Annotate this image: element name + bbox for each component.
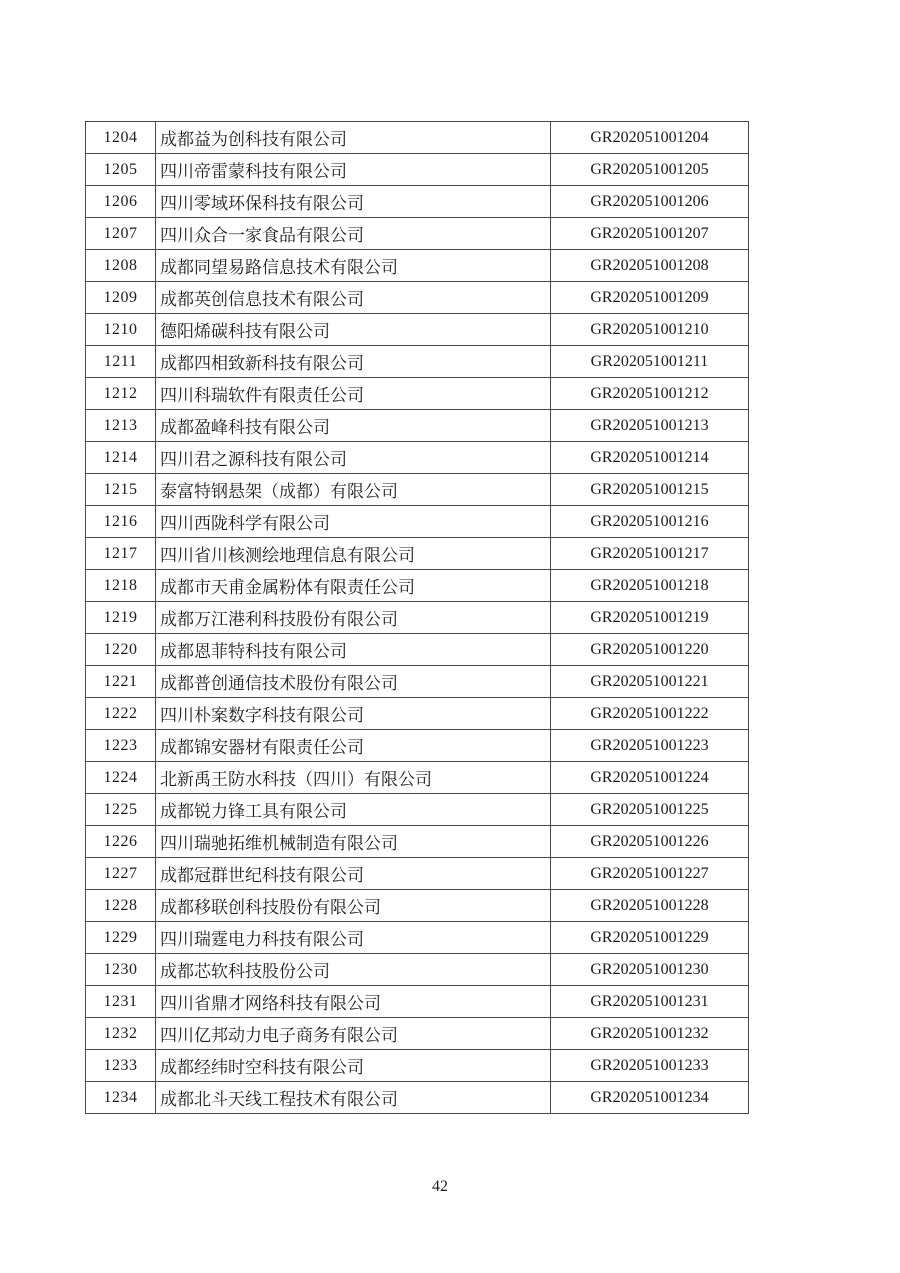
row-index: 1204 [86, 122, 156, 154]
certificate-code: GR202051001227 [551, 858, 749, 890]
table-row [86, 1050, 749, 1082]
certificate-code: GR202051001225 [551, 794, 749, 826]
company-table [85, 121, 749, 1114]
row-index: 1213 [86, 410, 156, 442]
company-name: 成都移联创科技股份有限公司 [156, 890, 551, 922]
certificate-code: GR202051001231 [551, 986, 749, 1018]
row-index: 1232 [86, 1018, 156, 1050]
row-index: 1220 [86, 634, 156, 666]
company-name: 四川西陇科学有限公司 [156, 506, 551, 538]
row-index: 1225 [86, 794, 156, 826]
company-name: 成都万江港利科技股份有限公司 [156, 602, 551, 634]
page-number: 42 [432, 1178, 448, 1195]
company-name: 四川帝雷蒙科技有限公司 [156, 154, 551, 186]
certificate-code: GR202051001212 [551, 378, 749, 410]
company-name: 成都经纬时空科技有限公司 [156, 1050, 551, 1082]
certificate-code: GR202051001213 [551, 410, 749, 442]
certificate-code: GR202051001233 [551, 1050, 749, 1082]
company-name: 四川省鼎才网络科技有限公司 [156, 986, 551, 1018]
table-row [86, 154, 749, 186]
table-row [86, 1082, 749, 1114]
row-index: 1222 [86, 698, 156, 730]
row-index: 1233 [86, 1050, 156, 1082]
row-index: 1218 [86, 570, 156, 602]
table-row [86, 442, 749, 474]
table-row [86, 346, 749, 378]
company-name: 四川瑞霆电力科技有限公司 [156, 922, 551, 954]
row-index: 1205 [86, 154, 156, 186]
company-name: 四川朴案数字科技有限公司 [156, 698, 551, 730]
row-index: 1217 [86, 538, 156, 570]
row-index: 1214 [86, 442, 156, 474]
certificate-code: GR202051001232 [551, 1018, 749, 1050]
row-index: 1229 [86, 922, 156, 954]
company-name: 成都同望易路信息技术有限公司 [156, 250, 551, 282]
table-row [86, 858, 749, 890]
certificate-code: GR202051001207 [551, 218, 749, 250]
row-index: 1226 [86, 826, 156, 858]
row-index: 1228 [86, 890, 156, 922]
table-row [86, 186, 749, 218]
company-name: 成都盈峰科技有限公司 [156, 410, 551, 442]
row-index: 1209 [86, 282, 156, 314]
certificate-code: GR202051001211 [551, 346, 749, 378]
table-row [86, 570, 749, 602]
certificate-code: GR202051001206 [551, 186, 749, 218]
row-index: 1219 [86, 602, 156, 634]
table-row [86, 922, 749, 954]
company-name: 泰富特钢悬架（成都）有限公司 [156, 474, 551, 506]
row-index: 1224 [86, 762, 156, 794]
certificate-code: GR202051001216 [551, 506, 749, 538]
table-row [86, 826, 749, 858]
table-row [86, 890, 749, 922]
table-row [86, 250, 749, 282]
company-name: 成都四相致新科技有限公司 [156, 346, 551, 378]
company-name: 成都北斗天线工程技术有限公司 [156, 1082, 551, 1114]
table-row [86, 602, 749, 634]
table-row [86, 378, 749, 410]
company-name: 成都市天甫金属粉体有限责任公司 [156, 570, 551, 602]
company-name: 北新禹王防水科技（四川）有限公司 [156, 762, 551, 794]
row-index: 1234 [86, 1082, 156, 1114]
company-name: 四川省川核测绘地理信息有限公司 [156, 538, 551, 570]
row-index: 1208 [86, 250, 156, 282]
row-index: 1221 [86, 666, 156, 698]
certificate-code: GR202051001221 [551, 666, 749, 698]
table-row [86, 538, 749, 570]
certificate-code: GR202051001229 [551, 922, 749, 954]
company-name: 德阳烯碳科技有限公司 [156, 314, 551, 346]
table-row [86, 666, 749, 698]
row-index: 1215 [86, 474, 156, 506]
company-name: 成都芯软科技股份公司 [156, 954, 551, 986]
company-name: 成都冠群世纪科技有限公司 [156, 858, 551, 890]
certificate-code: GR202051001208 [551, 250, 749, 282]
certificate-code: GR202051001210 [551, 314, 749, 346]
table-row [86, 122, 749, 154]
row-index: 1231 [86, 986, 156, 1018]
table-row [86, 794, 749, 826]
certificate-code: GR202051001218 [551, 570, 749, 602]
row-index: 1230 [86, 954, 156, 986]
table-row [86, 314, 749, 346]
certificate-code: GR202051001204 [551, 122, 749, 154]
table-row [86, 986, 749, 1018]
certificate-code: GR202051001220 [551, 634, 749, 666]
company-name: 成都锐力锋工具有限公司 [156, 794, 551, 826]
row-index: 1212 [86, 378, 156, 410]
table-row [86, 698, 749, 730]
row-index: 1206 [86, 186, 156, 218]
company-name: 四川君之源科技有限公司 [156, 442, 551, 474]
table-row [86, 634, 749, 666]
certificate-code: GR202051001222 [551, 698, 749, 730]
row-index: 1216 [86, 506, 156, 538]
table-row [86, 954, 749, 986]
company-name: 四川科瑞软件有限责任公司 [156, 378, 551, 410]
table-row [86, 1018, 749, 1050]
company-name: 四川众合一家食品有限公司 [156, 218, 551, 250]
table-row [86, 218, 749, 250]
certificate-code: GR202051001224 [551, 762, 749, 794]
company-name: 成都锦安器材有限责任公司 [156, 730, 551, 762]
certificate-code: GR202051001215 [551, 474, 749, 506]
table-row [86, 762, 749, 794]
company-name: 成都恩菲特科技有限公司 [156, 634, 551, 666]
table-row [86, 506, 749, 538]
table-row [86, 474, 749, 506]
company-name: 成都普创通信技术股份有限公司 [156, 666, 551, 698]
certificate-code: GR202051001219 [551, 602, 749, 634]
company-name: 四川亿邦动力电子商务有限公司 [156, 1018, 551, 1050]
certificate-code: GR202051001234 [551, 1082, 749, 1114]
row-index: 1223 [86, 730, 156, 762]
certificate-code: GR202051001217 [551, 538, 749, 570]
company-name: 成都英创信息技术有限公司 [156, 282, 551, 314]
certificate-code: GR202051001230 [551, 954, 749, 986]
row-index: 1210 [86, 314, 156, 346]
row-index: 1211 [86, 346, 156, 378]
row-index: 1207 [86, 218, 156, 250]
table-row [86, 730, 749, 762]
certificate-code: GR202051001228 [551, 890, 749, 922]
table-row [86, 282, 749, 314]
company-name: 四川瑞驰拓维机械制造有限公司 [156, 826, 551, 858]
certificate-code: GR202051001214 [551, 442, 749, 474]
certificate-code: GR202051001226 [551, 826, 749, 858]
company-name: 成都益为创科技有限公司 [156, 122, 551, 154]
table-body [86, 122, 749, 1114]
company-name: 四川零域环保科技有限公司 [156, 186, 551, 218]
certificate-code: GR202051001209 [551, 282, 749, 314]
row-index: 1227 [86, 858, 156, 890]
certificate-code: GR202051001205 [551, 154, 749, 186]
certificate-code: GR202051001223 [551, 730, 749, 762]
table-row [86, 410, 749, 442]
